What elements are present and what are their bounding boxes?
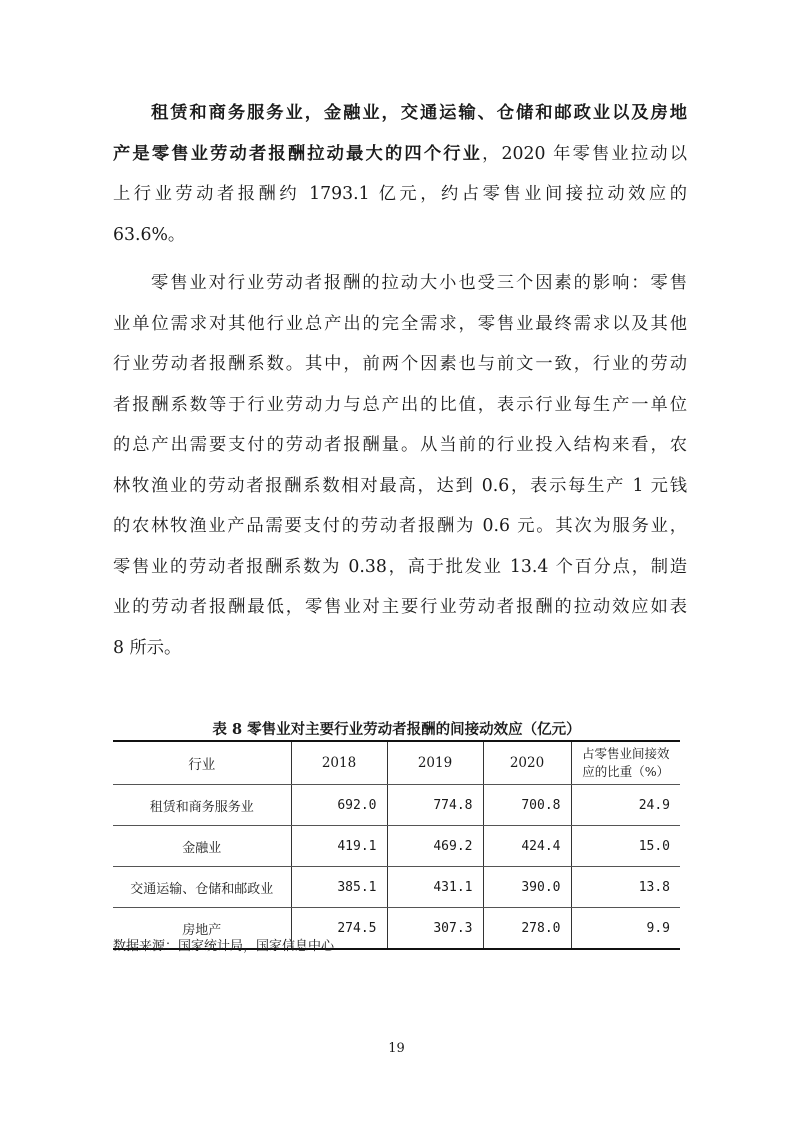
cell-2020: 390.0 (483, 867, 571, 908)
cell-2018: 419.1 (291, 826, 387, 867)
page-number: 19 (388, 1041, 405, 1056)
paragraph-2 (113, 263, 687, 668)
cell-industry: 租赁和商务服务业 (113, 785, 291, 826)
paragraph-line: 的总产出需要支付的劳动者报酬量。从当前的行业投入结构来看，农 (113, 435, 687, 455)
table-header-row (113, 741, 680, 785)
paragraph-line: 8 所示。 (113, 637, 182, 658)
normal-text: 上行业劳动者报酬约 1793.1 亿元，约占零售业间接拉动效应的 (113, 184, 687, 204)
bold-text: 租赁和商务服务业，金融业，交通运输、仓储和邮政业以及房地 (151, 103, 687, 123)
normal-text: ，2020 年零售业拉动以 (482, 143, 687, 164)
cell-industry: 金融业 (113, 826, 291, 867)
cell-2019: 307.3 (387, 908, 483, 950)
cell-share: 24.9 (571, 785, 680, 826)
cell-share: 9.9 (571, 908, 680, 950)
cell-2020: 424.4 (483, 826, 571, 867)
cell-2020: 278.0 (483, 908, 571, 950)
cell-2018: 692.0 (291, 785, 387, 826)
table-row (113, 785, 680, 826)
paragraph-line: 林牧渔业的劳动者报酬系数相对最高，达到 0.6，表示每生产 1 元钱 (113, 475, 687, 496)
normal-text: 63.6%。 (113, 224, 186, 245)
paragraph-line: 业单位需求对其他行业总产出的完全需求，零售业最终需求以及其他 (113, 313, 687, 334)
paragraph-line: 行业劳动者报酬系数。其中，前两个因素也与前文一致，行业的劳动 (113, 354, 687, 374)
table-row (113, 826, 680, 867)
paragraph-line: 业的劳动者报酬最低，零售业对主要行业劳动者报酬的拉动效应如表 (113, 597, 687, 617)
paragraph-line: 的农林牧渔业产品需要支付的劳动者报酬为 0.6 元。其次为服务业， (113, 516, 687, 536)
cell-2018: 385.1 (291, 867, 387, 908)
cell-share: 13.8 (571, 867, 680, 908)
paragraph-line (113, 134, 687, 175)
cell-industry: 交通运输、仓储和邮政业 (113, 867, 291, 908)
paragraph-line: 零售业对行业劳动者报酬的拉动大小也受三个因素的影响：零售 (151, 273, 687, 293)
paragraph-1 (113, 93, 687, 255)
table-row (113, 867, 680, 908)
cell-industry: 房地产 (113, 908, 291, 950)
cell-2019: 469.2 (387, 826, 483, 867)
bold-text: 产是零售业劳动者报酬拉动最大的四个行业 (113, 143, 483, 164)
cell-share: 15.0 (571, 826, 680, 867)
paragraph-line: 者报酬系数等于行业劳动力与总产出的比值，表示行业每生产一单位 (113, 394, 687, 415)
cell-2020: 700.8 (483, 785, 571, 826)
paragraph-line (113, 215, 687, 256)
paragraph-line: 零售业的劳动者报酬系数为 0.38，高于批发业 13.4 个百分点，制造 (113, 556, 687, 577)
table-title: 表 8 零售业对主要行业劳动者报酬的间接动效应（亿元） (212, 721, 581, 738)
header-industry: 行业 (113, 741, 291, 785)
cell-2019: 774.8 (387, 785, 483, 826)
paragraph-line (113, 174, 687, 215)
header-2018: 2018 (291, 741, 387, 785)
paragraph-line (113, 93, 687, 134)
header-2019: 2019 (387, 741, 483, 785)
data-table (113, 740, 680, 950)
header-2020: 2020 (483, 741, 571, 785)
data-source-note: 数据来源：国家统计局，国家信息中心 (113, 939, 335, 954)
cell-2019: 431.1 (387, 867, 483, 908)
cell-2018: 274.5 (291, 908, 387, 950)
header-share: 占零售业间接效应的比重（%） (571, 741, 680, 785)
